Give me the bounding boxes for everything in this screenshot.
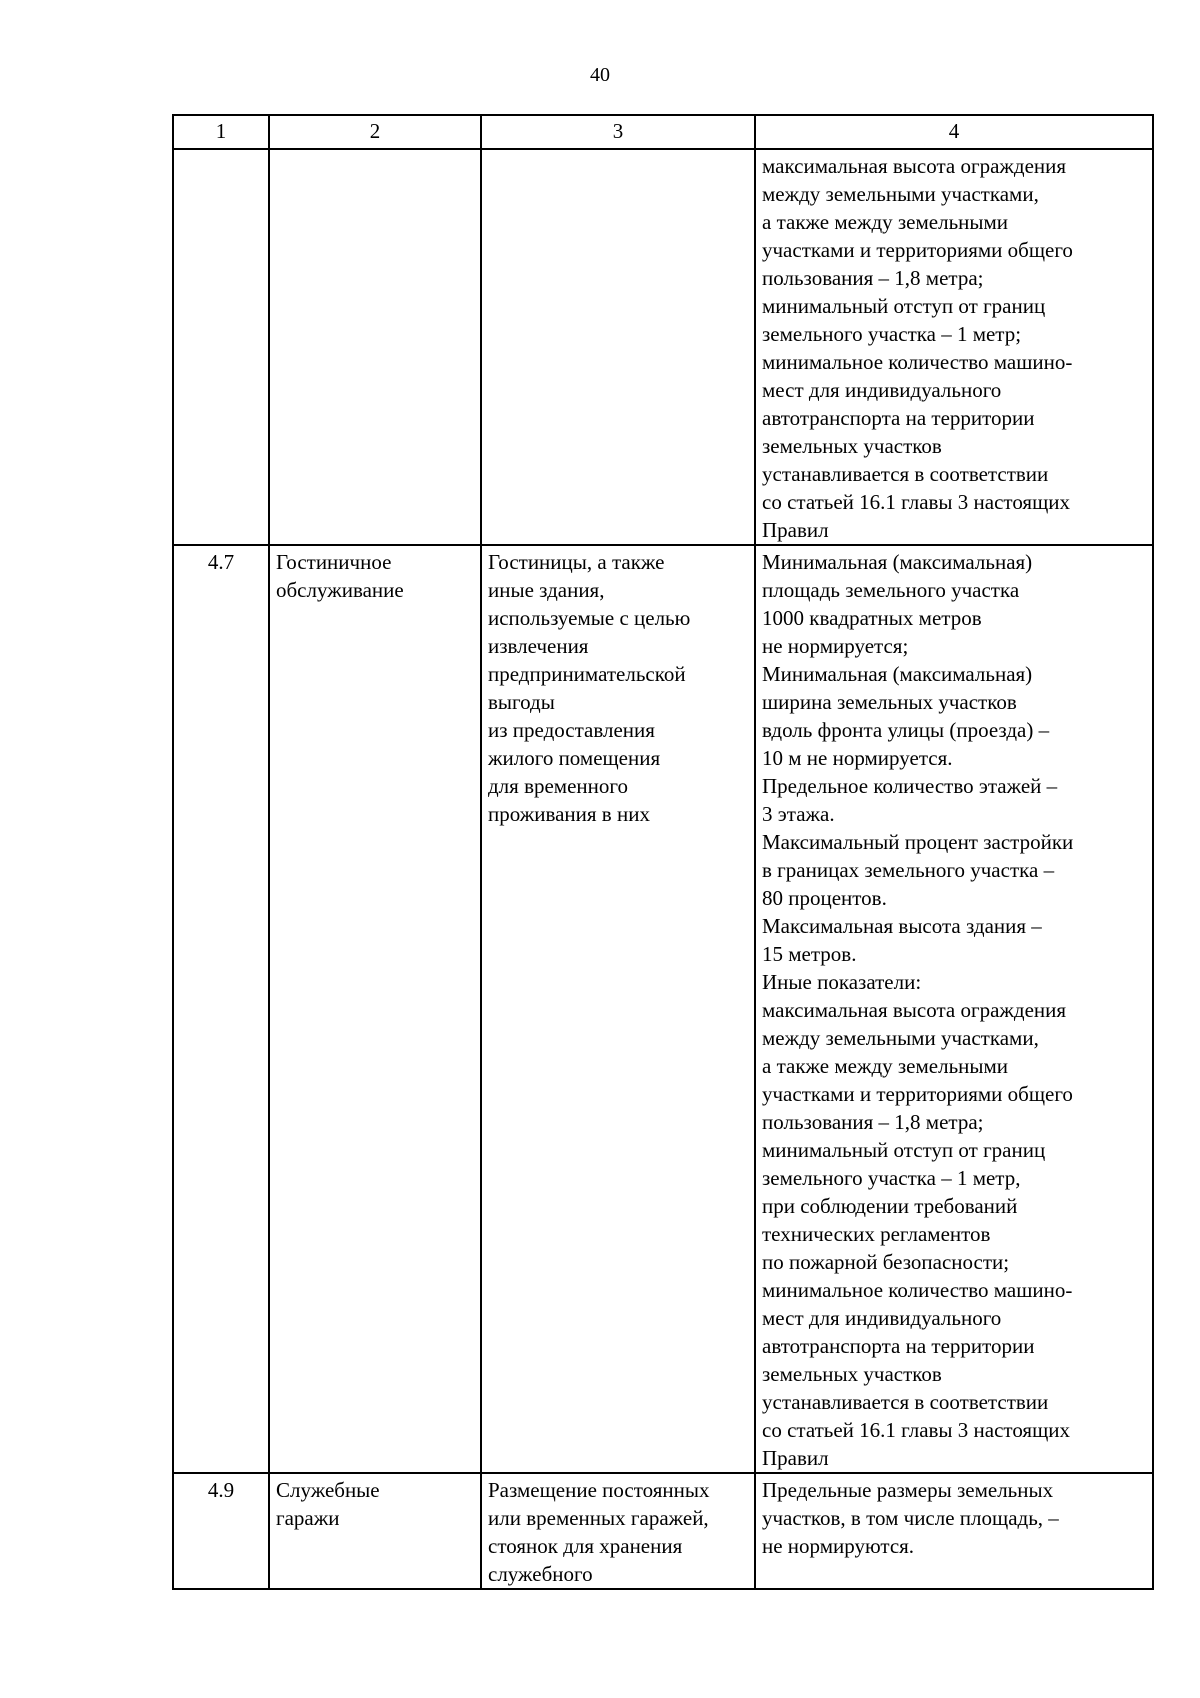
table-row [173, 1473, 1153, 1589]
use-code-cell: 4.9 [173, 1473, 269, 1589]
page-number: 40 [590, 64, 610, 86]
column-header-2: 2 [269, 115, 481, 149]
limit-parameters-cell: Предельные размеры земельных участков, в том числе площадь, – не нормируются. [755, 1473, 1153, 1589]
table-header-row [173, 115, 1153, 149]
use-name-cell [269, 149, 481, 545]
use-description-cell [481, 149, 755, 545]
use-code-cell [173, 149, 269, 545]
table-row [173, 545, 1153, 1473]
use-name-cell: Служебные гаражи [269, 1473, 481, 1589]
zoning-parameters-table [172, 114, 1154, 1590]
limit-parameters-cell: Минимальная (максимальная) площадь земельного участка 1000 квадратных метров не нормируется; Минимальная (максимальная) ширина земельных участков вдоль фронта улицы (проезда) – 10 м не нормируется. Предельное количество этажей – 3 этажа. Максимальный процент застройки в границах земельного участка – 80 процентов. Максимальная высота здания – 15 метров. Иные показатели: максимальная высота ограждения между земельными участками, а также между земельными участками и территориями общего пользования – 1,8 метра; минимальный отступ от границ земельного участка – 1 метр, при соблюдении требований технических регламентов по пожарной безопасности; минимальное количество машино- мест для индивидуального автотранспорта на территории земельных участков устанавливается в соответствии со статьей 16.1 главы 3 настоящих Правил [755, 545, 1153, 1473]
table-row [173, 149, 1153, 545]
use-description-cell: Гостиницы, а также иные здания, используемые с целью извлечения предпринимательской выгоды из предоставления жилого помещения для временного проживания в них [481, 545, 755, 1473]
use-name-cell: Гостиничное обслуживание [269, 545, 481, 1473]
use-code-cell: 4.7 [173, 545, 269, 1473]
column-header-1: 1 [173, 115, 269, 149]
column-header-4: 4 [755, 115, 1153, 149]
column-header-3: 3 [481, 115, 755, 149]
use-description-cell: Размещение постоянных или временных гаражей, стоянок для хранения служебного [481, 1473, 755, 1589]
limit-parameters-cell: максимальная высота ограждения между земельными участками, а также между земельными участками и территориями общего пользования – 1,8 метра; минимальный отступ от границ земельного участка – 1 метр; минимальное количество машино- мест для индивидуального автотранспорта на территории земельных участков устанавливается в соответствии со статьей 16.1 главы 3 настоящих Правил [755, 149, 1153, 545]
